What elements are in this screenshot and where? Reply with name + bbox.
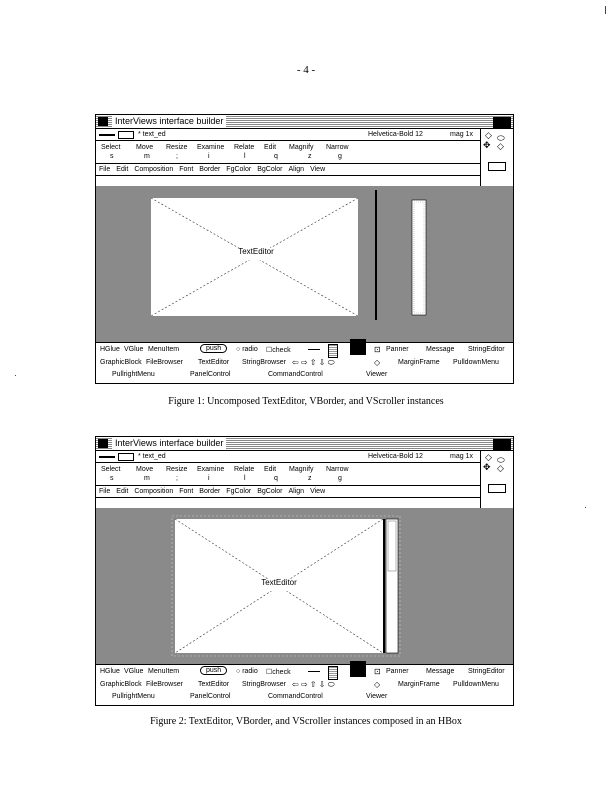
mode-bar — [96, 141, 481, 164]
mode-key: s — [110, 153, 114, 160]
component-palette — [96, 342, 513, 383]
mode-examine[interactable]: Examine — [197, 466, 225, 473]
figure2-screenshot — [95, 436, 514, 706]
menu-composition[interactable]: Composition — [134, 488, 174, 495]
pan-up-icon[interactable]: ◇ — [485, 130, 492, 140]
palette-message[interactable]: Message — [426, 668, 455, 675]
zoom-frame-icon[interactable] — [488, 162, 506, 171]
status-bar — [96, 129, 513, 141]
palette-graphicblock[interactable]: GraphicBlock — [100, 681, 142, 688]
palette-panner[interactable]: Panner — [386, 346, 409, 353]
palette-check-label: check — [272, 347, 291, 354]
palette-check[interactable]: ☐check — [266, 347, 291, 354]
menu-border[interactable]: Border — [199, 166, 221, 173]
palette-hglue[interactable]: HGlue — [100, 346, 120, 353]
palette-pulldownmenu[interactable]: PulldownMenu — [453, 681, 499, 688]
mode-key: m — [144, 153, 150, 160]
palette-vscroller-icon[interactable] — [328, 666, 338, 680]
palette-panner-icon[interactable]: ⊡ — [374, 345, 381, 354]
palette-deck-icon[interactable] — [350, 339, 366, 355]
mode-key: q — [274, 475, 278, 482]
menu-align[interactable]: Align — [288, 488, 305, 495]
palette-radio-label: radio — [242, 668, 258, 675]
menu-font[interactable]: Font — [179, 166, 194, 173]
pattern-swatch-icon[interactable] — [118, 131, 134, 139]
palette-texteditor[interactable]: TextEditor — [198, 681, 230, 688]
component-palette — [96, 664, 513, 705]
line-width-icon[interactable] — [99, 134, 115, 136]
menu-fgcolor[interactable]: FgColor — [226, 488, 252, 495]
menu-file[interactable]: File — [99, 488, 111, 495]
palette-menuitem[interactable]: MenuItem — [148, 346, 180, 353]
title-bar — [96, 437, 513, 451]
palette-arrow-icons[interactable]: ⇦ ⇨ ⇧ ⇩ ⬭ — [292, 680, 335, 689]
palette-check[interactable]: ☐check — [266, 669, 291, 676]
mode-narrow[interactable]: Narrow — [326, 466, 349, 473]
mode-key: g — [338, 153, 342, 160]
status-filename: * text_ed — [138, 453, 166, 460]
palette-vglue[interactable]: VGlue — [124, 346, 144, 353]
palette-hborder-icon[interactable] — [308, 349, 320, 350]
menu-bgcolor[interactable]: BgColor — [257, 166, 283, 173]
menu-edit[interactable]: Edit — [116, 166, 129, 173]
mode-key: g — [338, 475, 342, 482]
palette-panelcontrol[interactable]: PanelControl — [190, 693, 231, 700]
status-font: Helvetica-Bold 12 — [368, 131, 423, 138]
menu-view[interactable]: View — [310, 488, 326, 495]
palette-filebrowser[interactable]: FileBrowser — [146, 681, 183, 688]
title-bar — [96, 115, 513, 129]
menu-font[interactable]: Font — [179, 488, 194, 495]
menu-bgcolor[interactable]: BgColor — [257, 488, 283, 495]
pan-zoom-controls — [480, 129, 513, 187]
texteditor-label: TextEditor — [238, 247, 274, 256]
mode-resize[interactable]: Resize — [166, 144, 188, 151]
window-resize-icon[interactable] — [493, 117, 511, 128]
palette-commandcontrol[interactable]: CommandControl — [268, 371, 323, 378]
palette-frame-icon[interactable]: ◇ — [374, 358, 381, 367]
mode-key: m — [144, 475, 150, 482]
mode-resize[interactable]: Resize — [166, 466, 188, 473]
mode-key: ; — [176, 475, 178, 482]
zoom-frame-icon[interactable] — [488, 484, 506, 493]
palette-hborder-icon[interactable] — [308, 671, 320, 672]
palette-arrow-icons[interactable]: ⇦ ⇨ ⇧ ⇩ ⬭ — [292, 358, 335, 367]
figure1-caption: Figure 1: Uncomposed TextEditor, VBorder, and VScroller instances — [168, 396, 444, 407]
mode-key: ; — [176, 153, 178, 160]
mode-edit[interactable]: Edit — [264, 466, 277, 473]
palette-pulldownmenu[interactable]: PulldownMenu — [453, 359, 499, 366]
palette-filebrowser[interactable]: FileBrowser — [146, 359, 183, 366]
zoom-out-icon[interactable]: ◇ — [497, 141, 504, 151]
palette-message[interactable]: Message — [426, 346, 455, 353]
mode-key: s — [110, 475, 114, 482]
mode-key: z — [308, 475, 312, 482]
scan-mark — [605, 6, 606, 14]
palette-viewer[interactable]: Viewer — [366, 693, 388, 700]
pan-zoom-controls — [480, 451, 513, 509]
line-width-icon[interactable] — [99, 456, 115, 458]
mode-move[interactable]: Move — [136, 466, 154, 473]
mode-select[interactable]: Select — [101, 144, 121, 151]
mode-key: l — [244, 475, 246, 482]
window-resize-icon[interactable] — [493, 439, 511, 450]
mode-key: z — [308, 153, 312, 160]
palette-vglue[interactable]: VGlue — [124, 668, 144, 675]
menu-border[interactable]: Border — [199, 488, 221, 495]
mode-narrow[interactable]: Narrow — [326, 144, 349, 151]
menu-fgcolor[interactable]: FgColor — [226, 166, 252, 173]
window-title: InterViews interface builder — [112, 115, 226, 128]
mode-magnify[interactable]: Magnify — [289, 466, 314, 473]
status-mag: mag 1x — [450, 131, 473, 138]
mode-relate[interactable]: Relate — [234, 144, 255, 151]
pattern-swatch-icon[interactable] — [118, 453, 134, 461]
figure1-screenshot — [95, 114, 514, 384]
palette-deck-icon[interactable] — [350, 661, 366, 677]
mode-select[interactable]: Select — [101, 466, 121, 473]
palette-radio[interactable]: ○ radio — [236, 346, 258, 353]
status-mag: mag 1x — [450, 453, 473, 460]
figure2-caption: Figure 2: TextEditor, VBorder, and VScroller instances composed in an HBox — [150, 716, 462, 727]
mode-key: i — [208, 475, 210, 482]
status-font: Helvetica-Bold 12 — [368, 453, 423, 460]
window-menu-icon[interactable] — [98, 117, 108, 126]
scan-mark — [15, 375, 16, 376]
palette-stringeditor[interactable]: StringEditor — [468, 668, 505, 675]
palette-radio-label: radio — [242, 346, 258, 353]
menu-bar — [96, 164, 481, 176]
menu-align[interactable]: Align — [288, 166, 305, 173]
window-menu-icon[interactable] — [98, 439, 108, 448]
palette-check-label: check — [272, 669, 291, 676]
palette-viewer[interactable]: Viewer — [366, 371, 388, 378]
menu-composition[interactable]: Composition — [134, 166, 174, 173]
palette-push-button[interactable]: push — [200, 666, 227, 675]
texteditor-label: TextEditor — [261, 578, 297, 587]
mode-move[interactable]: Move — [136, 144, 154, 151]
palette-radio[interactable]: ○ radio — [236, 668, 258, 675]
palette-graphicblock[interactable]: GraphicBlock — [100, 359, 142, 366]
menu-file[interactable]: File — [99, 166, 111, 173]
palette-marginframe[interactable]: MarginFrame — [398, 359, 440, 366]
menu-view[interactable]: View — [310, 166, 326, 173]
palette-panner-icon[interactable]: ⊡ — [374, 667, 381, 676]
pan-cross-icon[interactable]: ✥ — [483, 140, 491, 150]
palette-pullrightmenu[interactable]: PullrightMenu — [112, 693, 155, 700]
palette-stringeditor[interactable]: StringEditor — [468, 346, 505, 353]
pan-cross-icon[interactable]: ✥ — [483, 462, 491, 472]
palette-panelcontrol[interactable]: PanelControl — [190, 371, 231, 378]
pan-up-icon[interactable]: ◇ — [485, 452, 492, 462]
palette-frame-icon[interactable]: ◇ — [374, 680, 381, 689]
palette-menuitem[interactable]: MenuItem — [148, 668, 180, 675]
palette-marginframe[interactable]: MarginFrame — [398, 681, 440, 688]
mode-examine[interactable]: Examine — [197, 144, 225, 151]
palette-commandcontrol[interactable]: CommandControl — [268, 693, 323, 700]
mode-key: l — [244, 153, 246, 160]
canvas-drawing — [96, 186, 513, 326]
scan-mark — [585, 507, 586, 508]
window-title: InterViews interface builder — [112, 437, 226, 450]
page-number: - 4 - — [296, 64, 316, 76]
mode-key: q — [274, 153, 278, 160]
status-filename: * text_ed — [138, 131, 166, 138]
palette-stringbrowser[interactable]: StringBrowser — [242, 681, 286, 688]
status-bar — [96, 451, 513, 463]
canvas-drawing — [96, 508, 513, 663]
palette-panner[interactable]: Panner — [386, 668, 409, 675]
palette-hglue[interactable]: HGlue — [100, 668, 120, 675]
mode-relate[interactable]: Relate — [234, 466, 255, 473]
palette-pullrightmenu[interactable]: PullrightMenu — [112, 371, 155, 378]
zoom-out-icon[interactable]: ◇ — [497, 463, 504, 473]
mode-magnify[interactable]: Magnify — [289, 144, 314, 151]
palette-push-button[interactable]: push — [200, 344, 227, 353]
palette-vscroller-icon[interactable] — [328, 344, 338, 358]
palette-texteditor[interactable]: TextEditor — [198, 359, 230, 366]
mode-edit[interactable]: Edit — [264, 144, 277, 151]
mode-bar — [96, 463, 481, 486]
menu-edit[interactable]: Edit — [116, 488, 129, 495]
zoom-in-icon[interactable]: ⬭ — [497, 455, 505, 465]
menu-bar — [96, 486, 481, 498]
zoom-in-icon[interactable]: ⬭ — [497, 133, 505, 143]
palette-stringbrowser[interactable]: StringBrowser — [242, 359, 286, 366]
mode-key: i — [208, 153, 210, 160]
